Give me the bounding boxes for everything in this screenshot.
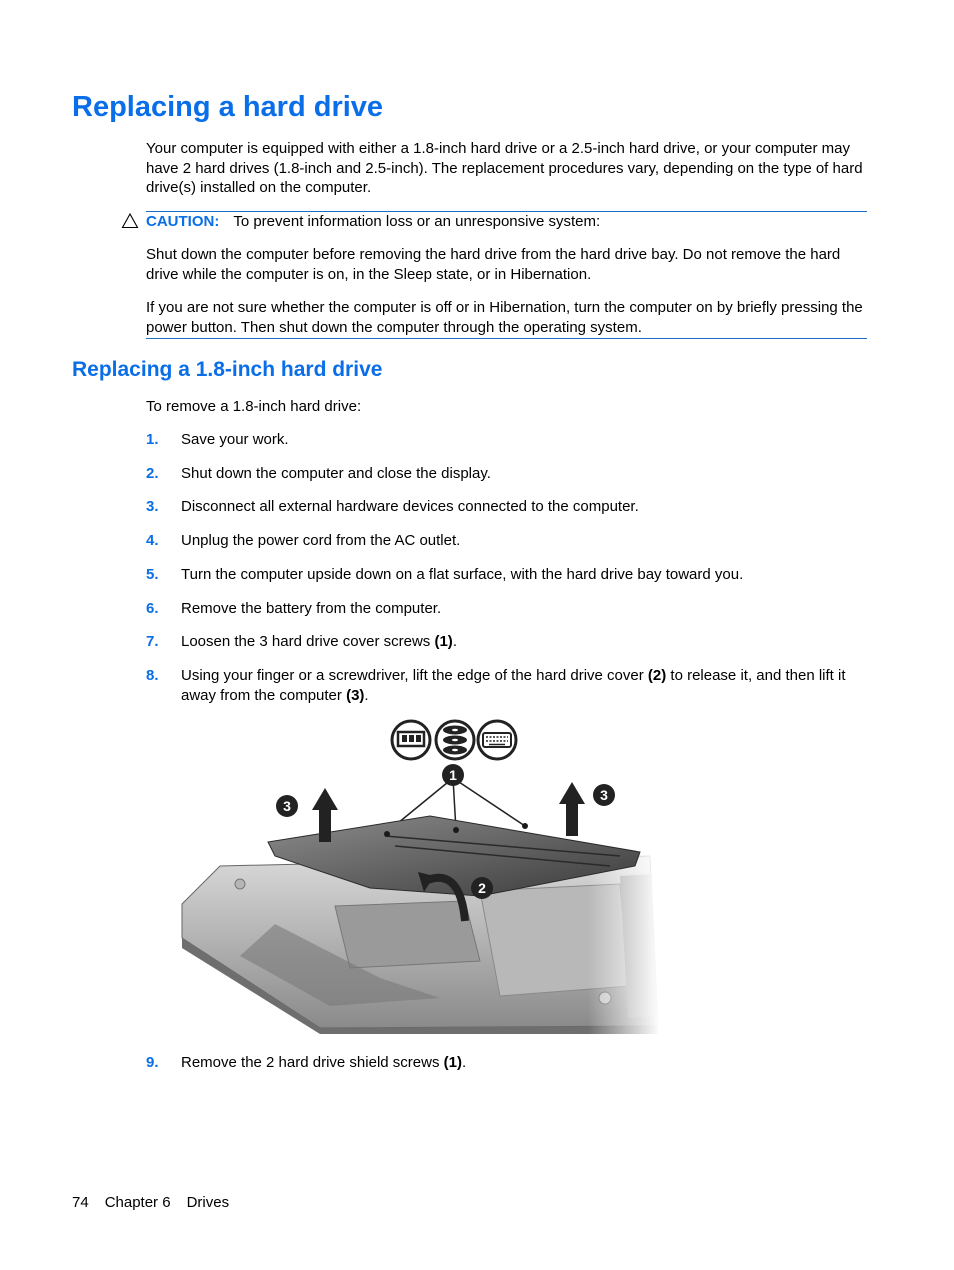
caution-box (146, 211, 867, 339)
step-text: Loosen the 3 hard drive cover screws (1). (181, 633, 457, 650)
caution-heading-text: To prevent information loss or an unresponsive system: (233, 213, 601, 230)
page-footer (72, 1193, 245, 1213)
intro-paragraph: Your computer is equipped with either a 1.8-inch hard drive or a 2.5-inch hard drive, or your computer may have 2 hard drives (1.8-inch and 2.5-inch). The replacement procedures vary, depending on the type of hard drive(s) installed on the computer. (146, 140, 863, 196)
step-number: 9. (146, 1054, 159, 1071)
callout-reference: (3) (346, 686, 365, 704)
step-text: Remove the 2 hard drive shield screws (1). (181, 1054, 467, 1071)
callout-reference: (1) (434, 633, 453, 650)
callout-reference: (2) (647, 667, 667, 684)
footer-chapter: Chapter 6 (104, 1194, 171, 1211)
hard-drive-cover-illustration (180, 716, 660, 1034)
step-text: Remove the battery from the computer. (181, 600, 442, 617)
svg-text:2: 2 (478, 880, 486, 896)
step-text: Disconnect all external hardware devices connected to the computer. (181, 498, 639, 515)
svg-text:3: 3 (283, 798, 291, 814)
step-text: Save your work. (181, 431, 289, 448)
step-number: 5. (146, 566, 159, 583)
steps-intro: To remove a 1.8-inch hard drive: (146, 398, 362, 415)
caution-heading (146, 212, 600, 232)
step-text: Using your finger or a screwdriver, lift the edge of the hard drive cover (2) to release it, and then lift it away from the computer (3). (181, 667, 846, 704)
step-number: 8. (146, 667, 159, 684)
step-number: 3. (146, 498, 159, 515)
step-number: 7. (146, 633, 159, 650)
step-number: 2. (146, 465, 159, 482)
section-heading: Replacing a 1.8-inch hard drive (72, 358, 383, 381)
step-number: 1. (146, 431, 159, 448)
step-number: 4. (146, 532, 159, 549)
callout-3-left (276, 795, 298, 817)
callout-reference: (1) (443, 1054, 462, 1071)
step-number: 6. (146, 600, 159, 617)
callout-3-right (593, 784, 615, 806)
page-title: Replacing a hard drive (72, 91, 384, 123)
step-text: Turn the computer upside down on a flat surface, with the hard drive bay toward you. (181, 566, 744, 583)
caution-paragraph-2: If you are not sure whether the computer is off or in Hibernation, turn the computer on by briefly pressing the power button. Then shut down the computer through the operating system. (146, 299, 863, 336)
step-text: Shut down the computer and close the display. (181, 465, 491, 482)
caution-paragraph-1: Shut down the computer before removing the hard drive from the hard drive bay. Do not remove the hard drive while the computer is on, in the Sleep state, or in Hibernation. (146, 246, 841, 283)
caution-triangle-icon (121, 212, 139, 230)
page-number: 74 (72, 1194, 89, 1211)
callout-2 (471, 877, 493, 899)
footer-section: Drives (186, 1194, 230, 1211)
step-text: Unplug the power cord from the AC outlet. (181, 532, 461, 549)
caution-label: CAUTION: (146, 213, 220, 230)
svg-text:3: 3 (600, 787, 608, 803)
